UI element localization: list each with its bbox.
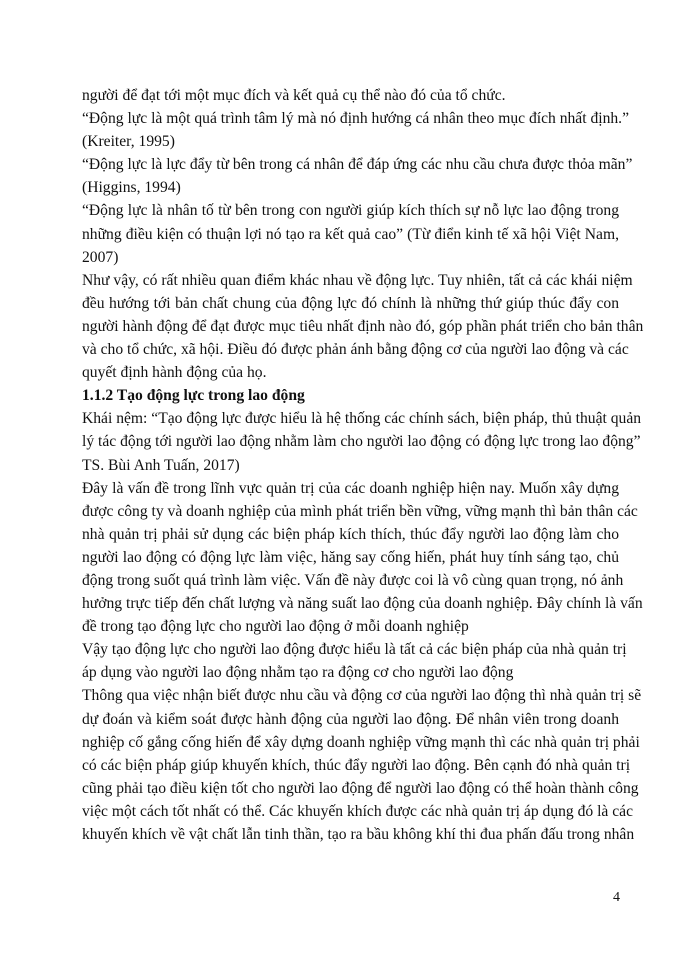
text-line: (Kreiter, 1995) <box>82 133 175 151</box>
text-line: khuyến khích về vật chất lẫn tinh thần, tạo ra bầu không khí thi đua phấn đấu trong nhân <box>82 826 635 843</box>
text-line: lý tác động tới người lao động nhằm làm cho người lao động có động lực trong lao động” <box>82 433 641 451</box>
text-line: TS. Bùi Anh Tuấn, 2017) <box>82 456 240 474</box>
text-line: được công ty và doanh nghiệp của mình phát triển bền vững, vững mạnh thì bản thân các <box>82 502 638 520</box>
text-line: người lao động có động lực làm việc, hăng say cống hiến, phát huy tính sáng tạo, chủ <box>82 548 619 566</box>
text-line: Đây là vấn đề trong lĩnh vực quản trị của các doanh nghiệp hiện nay. Muốn xây dựng <box>82 479 619 497</box>
text-line: hưởng trực tiếp đến chất lượng và năng suất lao động của doanh nghiệp. Đây chính là vấn <box>82 595 643 613</box>
text-line: đều hướng tới bản chất chung của động lực đó chính là những thứ giúp thúc đẩy con <box>82 294 619 312</box>
text-line: có các biện pháp giúp khuyến khích, thúc đẩy người lao động. Bên cạnh đó nhà quản trị <box>82 756 631 774</box>
text-line: áp dụng vào người lao động nhằm tạo ra động cơ cho người lao động <box>82 664 514 682</box>
text-line: những điều kiện có thuận lợi nó tạo ra kết quả cao” (Từ điển kinh tế xã hội Việt Nam, <box>82 225 619 243</box>
text-line: “Động lực là lực đẩy từ bên trong cá nhân để đáp ứng các nhu cầu chưa được thỏa mãn” <box>82 156 633 174</box>
section-heading: 1.1.2 Tạo động lực trong lao động <box>82 387 305 405</box>
text-line: quyết định hành động của họ. <box>82 364 267 382</box>
text-line: Vậy tạo động lực cho người lao động được hiểu là tất cả các biện pháp của nhà quản trị <box>82 641 627 659</box>
text-line: Thông qua việc nhận biết được nhu cầu và động cơ của người lao động thì nhà quản trị sẽ <box>82 687 642 705</box>
text-line: và cho tổ chức, xã hội. Điều đó được phản ánh bằng động cơ của người lao động và các <box>82 341 629 359</box>
text-line: việc một cách tốt nhất có thể. Các khuyến khích được các nhà quản trị áp dụng đó là các <box>82 802 634 820</box>
page-number: 4 <box>613 890 620 905</box>
text-line: Khái nệm: “Tạo động lực được hiểu là hệ thống các chính sách, biện pháp, thủ thuật quản <box>82 410 642 428</box>
text-line: “Động lực là nhân tố từ bên trong con người giúp kích thích sự nỗ lực lao động trong <box>82 202 619 220</box>
text-line: người để đạt tới một mục đích và kết quả cụ thể nào đó của tổ chức. <box>82 87 506 104</box>
text-line: cũng phải tạo điều kiện tốt cho người lao động để người lao động có thể hoàn thành công <box>82 779 639 797</box>
text-line: dự đoán và kiểm soát được hành động của người lao động. Để nhân viên trong doanh <box>82 710 619 728</box>
text-line: nghiệp cố gắng cống hiến để xây dựng doanh nghiệp vững mạnh thì các nhà quản trị phải <box>82 733 640 751</box>
text-line: đề trong tạo động lực cho người lao động ở mỗi doanh nghiệp <box>82 618 469 636</box>
text-line: (Higgins, 1994) <box>82 179 181 197</box>
text-line: động trong suốt quá trình làm việc. Vấn đề này được coi là vô cùng quan trọng, nó ảnh <box>82 571 624 589</box>
text-line: 2007) <box>82 248 119 266</box>
text-line: người hành động để đạt được mục tiêu nhất định nào đó, góp phần phát triển cho bản thân <box>82 317 644 335</box>
text-line: nhà quản trị phải sử dụng các biện pháp kích thích, thúc đẩy người lao động làm cho <box>82 525 619 543</box>
text-line: Như vậy, có rất nhiều quan điểm khác nhau về động lực. Tuy nhiên, tất cả các khái niệm <box>82 271 633 289</box>
text-line: “Động lực là một quá trình tâm lý mà nó định hướng cá nhân theo mục đích nhất định.” <box>82 110 629 128</box>
body-text <box>82 84 644 846</box>
